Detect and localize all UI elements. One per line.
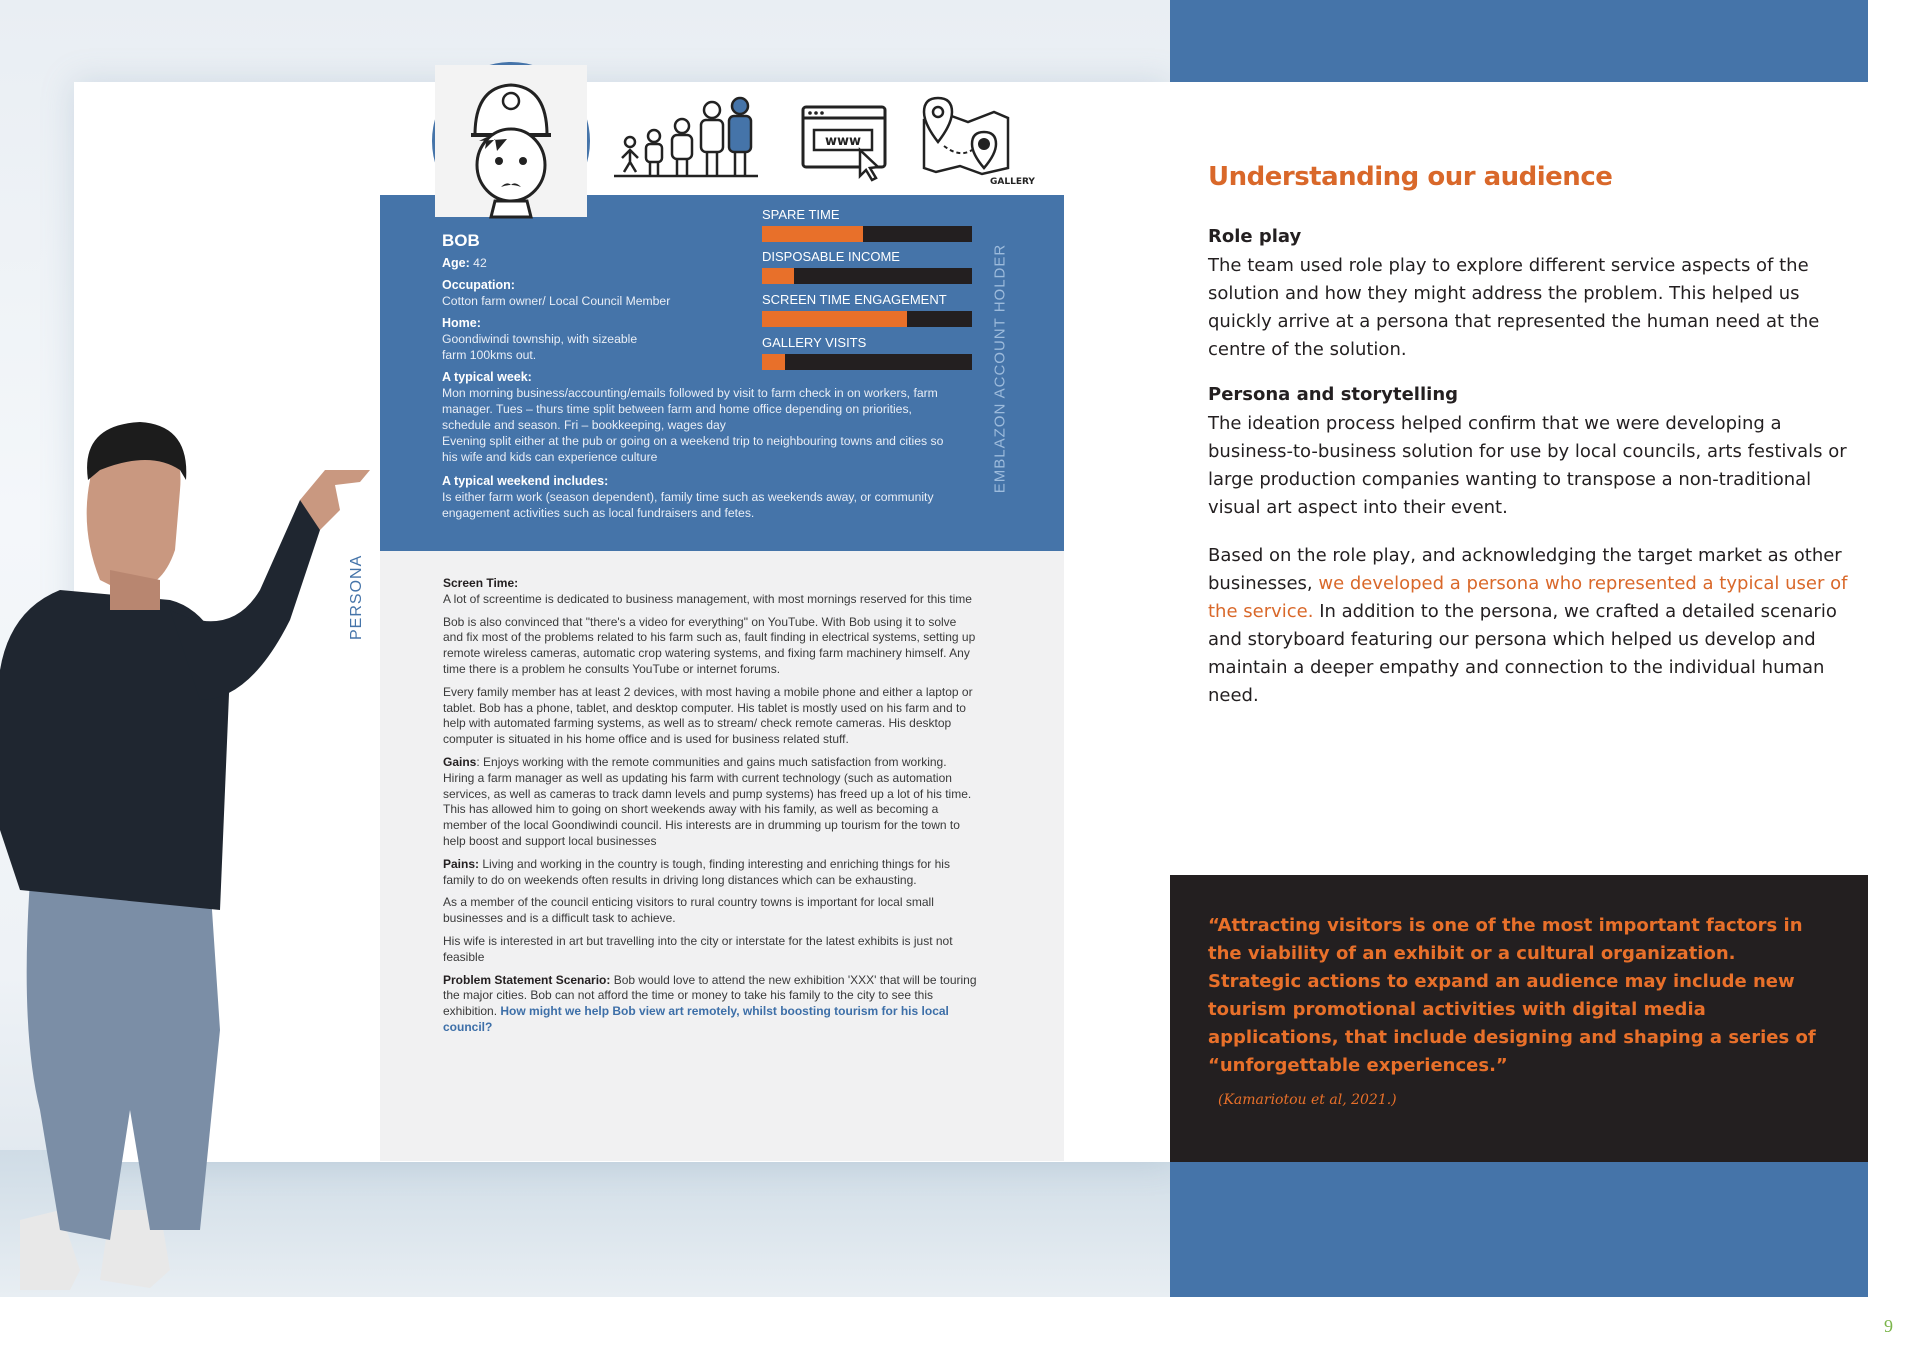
bar-disposable-income	[762, 268, 972, 284]
gallery-map-icon	[920, 96, 1035, 187]
based-paragraph: Based on the role play, and acknowledging the target market as other businesses, we developed a persona who represented a typical user of the service. In addition to the persona, we crafted a detailed scenario and storyboard featuring our persona which helped us develop and maintain a deeper empathy and connection to the individual human need.	[1208, 545, 1848, 706]
persona-text: The ideation process helped confirm that we were developing a business-to-business solution for use by local councils, arts festivals or large production companies wanting to transpose a non-traditional visual art aspect into their event.	[1208, 413, 1847, 518]
website-icon	[800, 104, 892, 180]
role-play-heading: Role play	[1208, 226, 1302, 247]
highlighted-text: we developed a persona who represented a typical user of the service.	[1208, 573, 1848, 622]
persona-details	[443, 576, 978, 1043]
role-play-text: The team used role play to explore different service aspects of the solution and how they might address the problem. This helped us quickly arrive at a persona that represented the human need at the centre of the solution.	[1208, 255, 1820, 360]
bar-label-disposable-income: DISPOSABLE INCOME	[762, 249, 900, 264]
bar-label-screen-time: SCREEN TIME ENGAGEMENT	[762, 292, 947, 307]
persona-card-header	[380, 195, 1064, 551]
persona-occupation: Occupation: Cotton farm owner/ Local Council Member	[442, 278, 671, 308]
persona-weekend: A typical weekend includes: Is either farm work (season dependent), family time such as weekends away, or community engagement activities such as local fundraisers and fetes.	[442, 474, 934, 520]
council-paragraph: As a member of the council enticing visitors to rural country towns is important for local small businesses and is a difficult task to achieve.	[443, 895, 934, 926]
devices-paragraph: Every family member has at least 2 devices, with most having a mobile phone and either a laptop or tablet. Bob has a phone, tablet, and desktop computer. His tablet is mostly used on his farm and to help with automated farming systems, as well as to stream/ check remote cameras. His desktop computer is situated in his home office and is used for business related stuff.	[443, 684, 973, 747]
bar-screen-time	[762, 311, 972, 327]
decorative-blue-bar-top	[1170, 0, 1868, 82]
video-paragraph: Bob is also convinced that "there's a video for everything" on YouTube. With Bob using it to solve and fix most of the problems related to his farm such as, fault finding in electrical systems, setting up remote wireless cameras, automatic crop watering systems, and fixing farm machinery himself. Any time there is a problem he consults YouTube or internet forums.	[443, 614, 976, 676]
bar-gallery-visits	[762, 354, 972, 370]
bar-label-gallery-visits: GALLERY VISITS	[762, 335, 867, 350]
quote-text: “Attracting visitors is one of the most important factors in the viability of an exhibit or a cultural organization. Strategic actions to expand an audience may include new tourism promotional activities with digital media applications, that include designing and shaping a series of “unforgettable experiences.”	[1208, 915, 1816, 1076]
gains-paragraph: Gains: Enjoys working with the remote communities and gains much satisfaction from working. Hiring a farm manager as well as updating his farm with current technology (such as automation services, as well as cameras to track damn levels and pump systems) has freed up a lot of his time. This has allowed him to going on short weekends away with his family, as well as becoming a member of the local Goondiwindi council. His interests are in drumming up tourism for the town to help boost and support local businesses	[443, 754, 972, 848]
family-icon	[612, 92, 762, 182]
persona-heading: Persona and storytelling	[1208, 384, 1459, 405]
persona-week: A typical week: Mon morning business/accounting/emails followed by visit to farm check in on workers, farm manager. Tues – thurs time split between farm and home office depending on priorities, schedule and season. Fri – bookkeeping, wages day Evening split either at the pub or going on a weekend trip to neighbouring towns and cities so his wife and kids can experience culture	[442, 370, 944, 464]
page-number: 9	[1884, 1316, 1893, 1336]
svg-text:GALLERY: GALLERY	[990, 177, 1035, 187]
svg-text:www: www	[824, 134, 862, 149]
pains-paragraph: Pains: Living and working in the country is tough, finding interesting and enriching things for his family to do on weekends often results in driving long distances which can be exhausting.	[443, 856, 950, 887]
persona-name: BOB	[442, 231, 480, 250]
vertical-label-account-holder: EMBLAZON ACCOUNT HOLDER	[991, 243, 1009, 494]
article-title: Understanding our audience	[1208, 162, 1613, 192]
problem-paragraph: Problem Statement Scenario: Bob would love to attend the new exhibition 'XXX' that will be touring the major cities. Bob can not afford the time or money to take his family to the city to see this exhibition. How might we help Bob view art remotely, whilst boosting tourism for his local council?	[443, 972, 977, 1034]
quote-citation: (Kamariotou et al, 2021.)	[1218, 1092, 1397, 1108]
persona-age: Age: 42	[442, 256, 487, 270]
presenter-figure	[0, 410, 400, 1297]
decorative-blue-bar-bottom	[1170, 1162, 1868, 1297]
farmer-avatar-icon	[435, 65, 587, 217]
wife-paragraph: His wife is interested in art but travelling into the city or interstate for the latest exhibits is just not feasible	[443, 933, 953, 964]
persona-avatar	[432, 62, 590, 220]
screen-time-paragraph: Screen Time: A lot of screentime is dedicated to business management, with most mornings reserved for this time	[443, 576, 972, 606]
bar-spare-time	[762, 226, 972, 242]
bar-label-spare-time: SPARE TIME	[762, 207, 840, 222]
persona-home: Home: Goondiwindi township, with sizeable farm 100kms out.	[442, 316, 638, 362]
